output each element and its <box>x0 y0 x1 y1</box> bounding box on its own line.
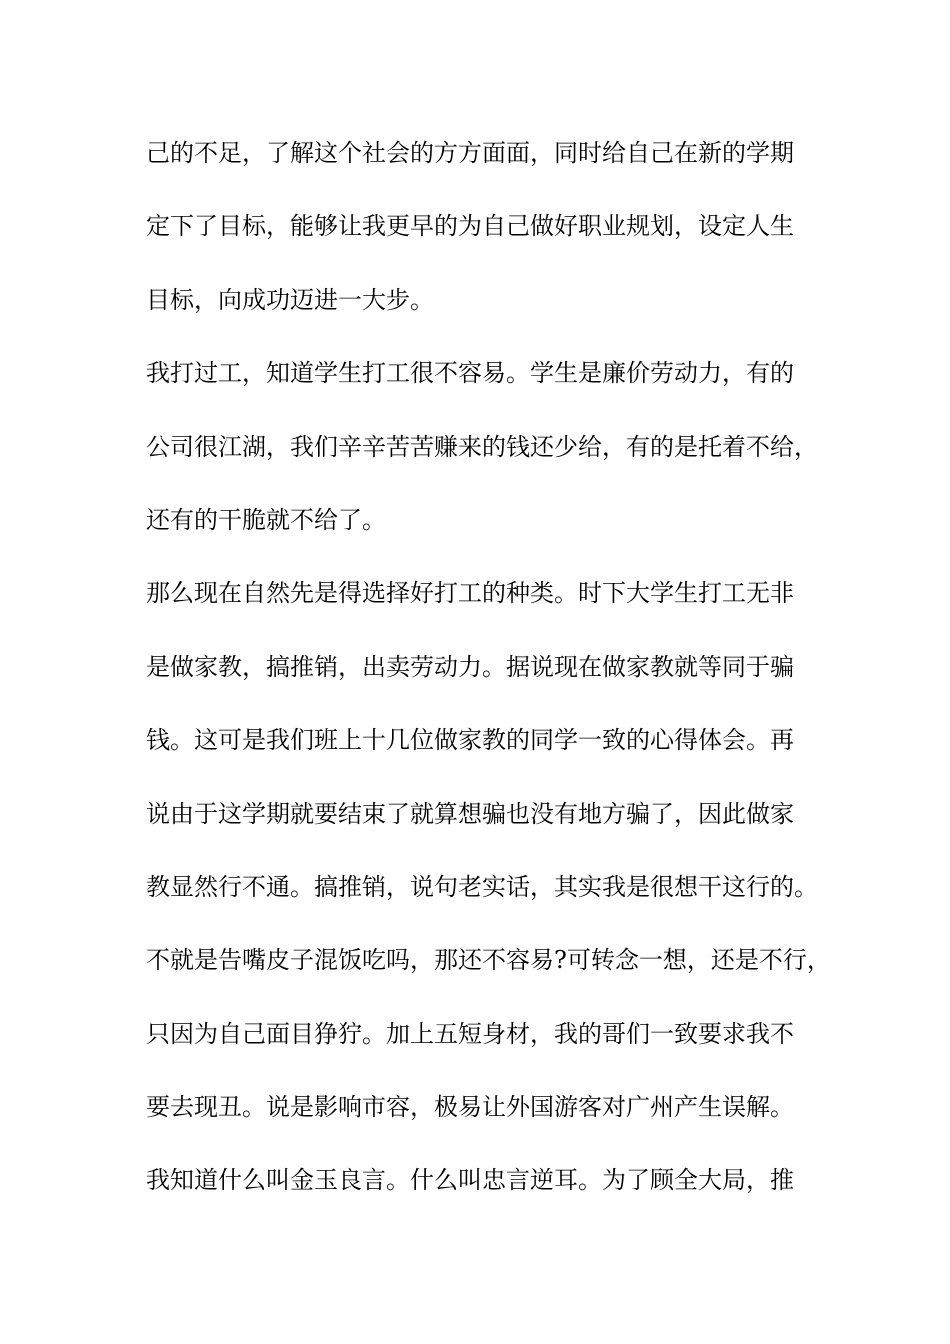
text-line-14: 要去现丑。说是影响市容，极易让外国游客对广州产生误解。 <box>146 1093 794 1122</box>
text-line-2: 定下了目标，能够让我更早的为自己做好职业规划，设定人生 <box>146 212 794 241</box>
document-body <box>146 131 836 1232</box>
text-line-3: 目标，向成功迈进一大步。 <box>146 285 434 314</box>
text-line-10: 说由于这学期就要结束了就算想骗也没有地方骗了，因此做家 <box>146 799 794 828</box>
text-line-11: 教显然行不通。搞推销，说句老实话，其实我是很想干这行的。 <box>146 872 818 901</box>
text-line-1: 己的不足，了解这个社会的方方面面，同时给自己在新的学期 <box>146 139 794 167</box>
text-line-5: 公司很江湖，我们辛辛苦苦赚来的钱还少给，有的是托着不给， <box>146 432 818 461</box>
text-line-13: 只因为自己面目狰狞。加上五短身材，我的哥们一致要求我不 <box>146 1019 794 1048</box>
text-line-9: 钱。这可是我们班上十几位做家教的同学一致的心得体会。再 <box>146 726 794 755</box>
text-line-8: 是做家教，搞推销，出卖劳动力。据说现在做家教就等同于骗 <box>146 652 794 681</box>
text-line-4: 我打过工，知道学生打工很不容易。学生是廉价劳动力，有的 <box>146 359 794 388</box>
text-line-6: 还有的干脆就不给了。 <box>146 505 386 534</box>
text-line-7: 那么现在自然先是得选择好打工的种类。时下大学生打工无非 <box>146 579 794 608</box>
text-line-15: 我知道什么叫金玉良言。什么叫忠言逆耳。为了顾全大局，推 <box>146 1166 794 1195</box>
text-line-12: 不就是告嘴皮子混饭吃吗，那还不容易?可转念一想，还是不行， <box>146 946 831 975</box>
